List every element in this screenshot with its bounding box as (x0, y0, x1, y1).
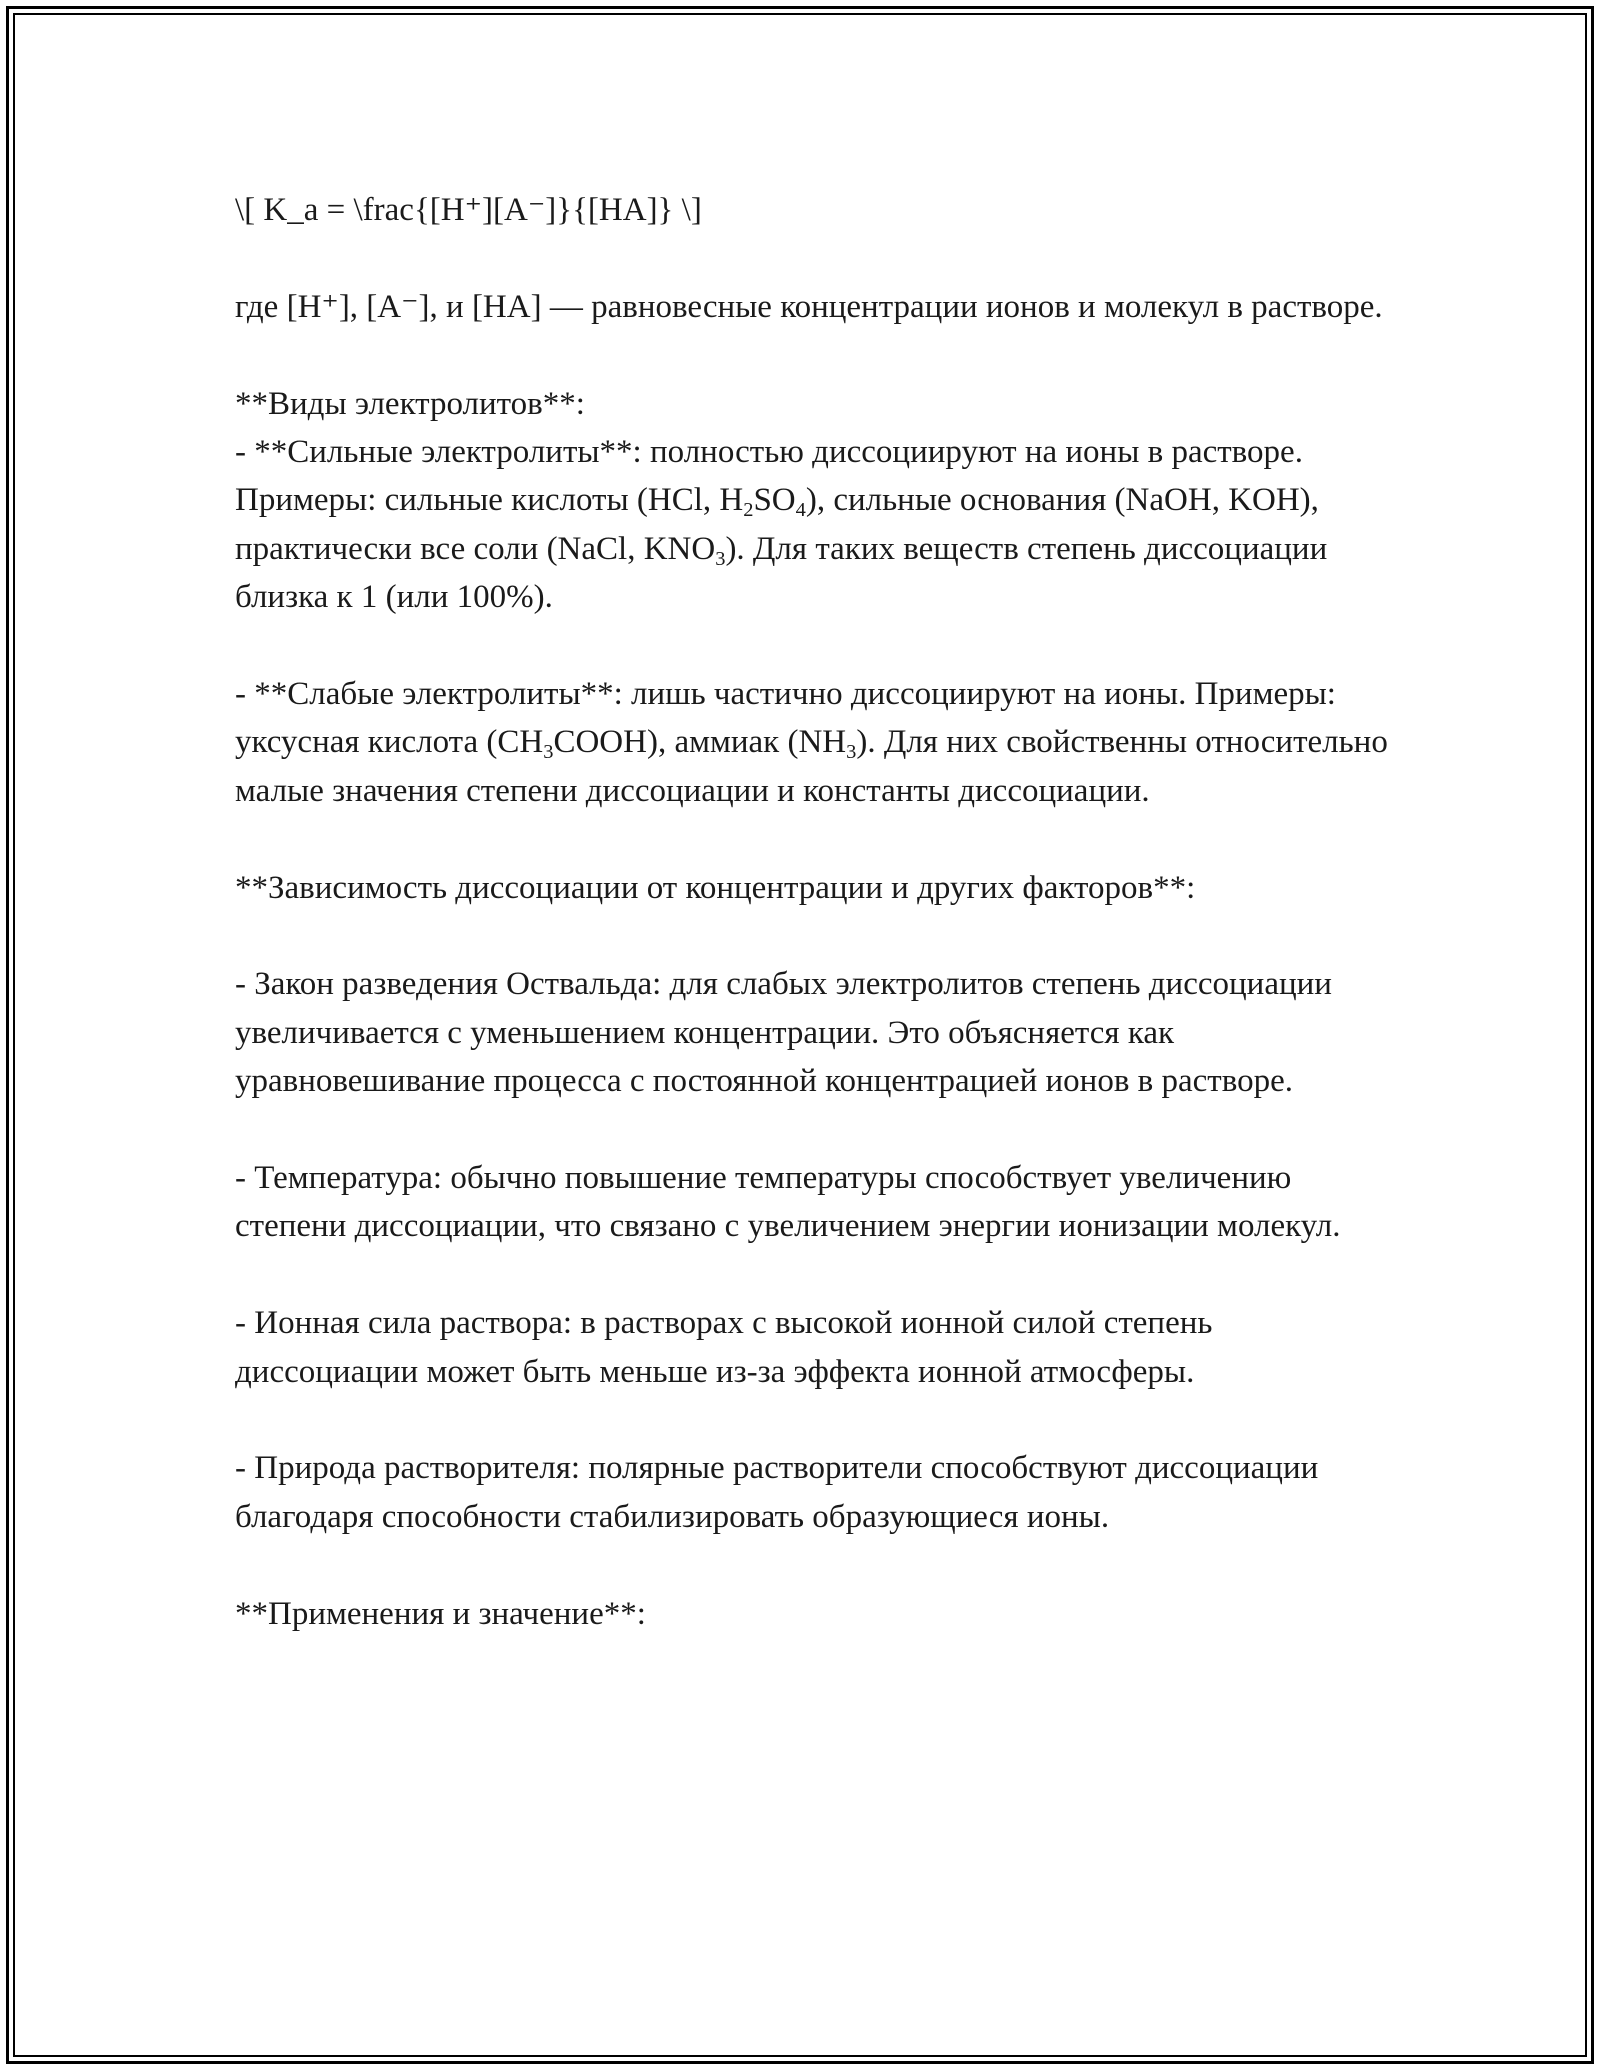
paragraph-gap (235, 1396, 1395, 1444)
types-heading: **Виды электролитов**: (235, 385, 585, 422)
strong-text-2: SO (753, 482, 796, 519)
strong-sub-2: 4 (795, 499, 806, 522)
paragraph-gap (235, 1251, 1395, 1299)
ostwald-law-paragraph: - Закон разведения Оствальда: для слабых электролитов степень диссоциации увеличивается с уменьшением концентрации. Это объясняется как уравновешивание процесса с постоянной концентрацией ионов в растворе. (235, 966, 1332, 1100)
applications-heading: **Применения и значение**: (235, 1595, 646, 1632)
paragraph-gap (235, 912, 1395, 960)
solvent-paragraph: - Природа растворителя: полярные растворители способствуют диссоциации благодаря способности стабилизировать образующиеся ионы. (235, 1450, 1319, 1535)
strong-sub-3: 3 (715, 547, 726, 570)
paragraph-gap (235, 331, 1395, 379)
dependence-heading: **Зависимость диссоциации от концентрации и других факторов**: (235, 869, 1196, 906)
weak-text-1: - **Слабые электролиты**: лишь частично диссоциируют на ионы. Примеры: уксусная кислота (CH (235, 676, 1336, 761)
weak-text-2: COOH), аммиак (NH (553, 724, 847, 761)
weak-text-3: ). Для них свойственны относительно малые значения степени диссоциации и константы диссоциации. (235, 724, 1388, 809)
paragraph-gap (235, 622, 1395, 670)
strong-text-4: ). Для таких веществ степень диссоциации близка к 1 (или 100%). (235, 530, 1328, 616)
paragraph-gap (235, 815, 1395, 863)
formula-line: \[ K_a = \frac{[H⁺][A⁻]}{[HA]} \] (235, 192, 702, 228)
weak-electrolytes-paragraph (235, 670, 1395, 815)
document-body (235, 186, 1395, 1638)
ionic-strength-paragraph: - Ионная сила раствора: в растворах с высокой ионной силой степень диссоциации может быть меньше из-за эффекта ионной атмосферы. (235, 1305, 1213, 1390)
strong-electrolytes-paragraph (235, 428, 1395, 622)
weak-sub-1: 3 (543, 741, 554, 764)
weak-sub-2: 3 (846, 741, 857, 764)
formula-explanation: где [H⁺], [A⁻], и [HA] — равновесные концентрации ионов и молекул в растворе. (235, 288, 1383, 325)
strong-text-1: - **Сильные электролиты**: полностью диссоциируют на ионы в растворе. Примеры: сильные кислоты (HCl, H (235, 434, 1303, 519)
strong-text-3: ), сильные основания (NaOH, KOH), практически все соли (NaCl, KNO (235, 482, 1319, 567)
strong-sub-1: 2 (743, 499, 754, 522)
paragraph-gap (235, 234, 1395, 282)
paragraph-gap (235, 1541, 1395, 1589)
temperature-paragraph: - Температура: обычно повышение температуры способствует увеличению степени диссоциации, что связано с увеличением энергии ионизации молекул. (235, 1160, 1341, 1245)
paragraph-gap (235, 1106, 1395, 1154)
